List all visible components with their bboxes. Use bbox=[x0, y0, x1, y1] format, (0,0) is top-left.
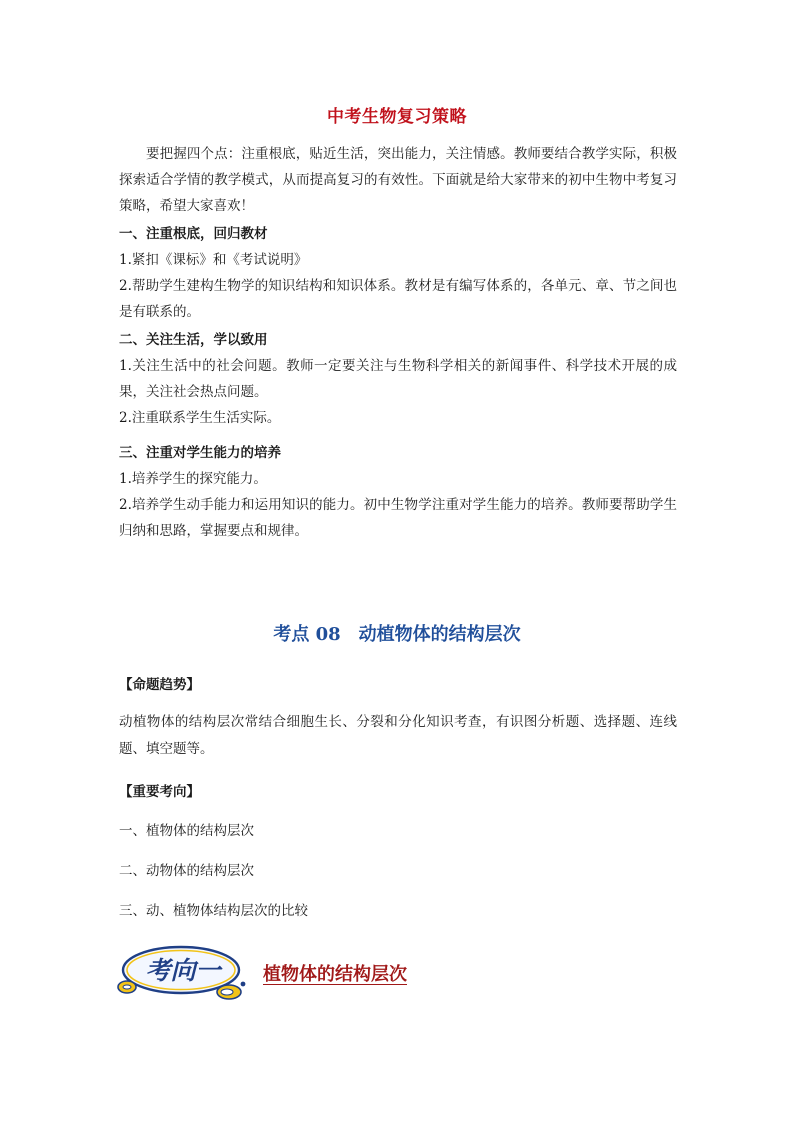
trend-heading: 【命题趋势】 bbox=[119, 677, 200, 693]
section-heading: 三、注重对学生能力的培养 bbox=[119, 445, 281, 461]
section-item: 1.关注生活中的社会问题。教师一定要关注与生物科学相关的新闻事件、科学技术开展的成果，关注社会热点问题。 bbox=[119, 358, 677, 400]
section-item: 2.帮助学生建构生物学的知识结构和知识体系。教材是有编写体系的，各单元、章、节之间也是有联系的。 bbox=[119, 278, 677, 320]
page-title: 中考生物复习策略 bbox=[327, 107, 467, 127]
exam-point-title bbox=[0, 620, 794, 646]
direction-item: 一、植物体的结构层次 bbox=[119, 823, 254, 839]
intro-paragraph: 要把握四个点：注重根底，贴近生活，突出能力，关注情感。教师要结合教学实际，积极探索适合学情的教学模式，从而提高复习的有效性。下面就是给大家带来的初中生物中考复习策略，希望大家喜欢！ bbox=[119, 146, 677, 214]
badge-heading: 植物体的结构层次 bbox=[263, 964, 407, 985]
section-2 bbox=[119, 327, 677, 431]
exam-point-name: 动植物体的结构层次 bbox=[358, 624, 521, 645]
section-item: 2.注重联系学生生活实际。 bbox=[119, 410, 281, 426]
direction-item: 三、动、植物体结构层次的比较 bbox=[119, 903, 308, 919]
exam-point-label: 考点 08 bbox=[273, 624, 341, 645]
trend-text: 动植物体的结构层次常结合细胞生长、分裂和分化知识考查，有识图分析题、选择题、连线题、填空题等。 bbox=[119, 714, 677, 757]
direction-item: 二、动物体的结构层次 bbox=[119, 863, 254, 879]
direction-badge bbox=[117, 940, 257, 1004]
section-heading: 二、关注生活，学以致用 bbox=[119, 332, 268, 348]
section-item: 1.紧扣《课标》和《考试说明》 bbox=[119, 252, 308, 268]
section-item: 2.培养学生动手能力和运用知识的能力。初中生物学注重对学生能力的培养。教师要帮助学生归纳和思路，掌握要点和规律。 bbox=[119, 497, 677, 539]
section-3 bbox=[119, 440, 677, 544]
section-heading: 一、注重根底，回归教材 bbox=[119, 226, 268, 242]
directions-heading: 【重要考向】 bbox=[119, 784, 200, 800]
section-item: 1.培养学生的探究能力。 bbox=[119, 471, 267, 487]
badge-label: 考向一 bbox=[145, 956, 221, 985]
section-1 bbox=[119, 221, 677, 325]
